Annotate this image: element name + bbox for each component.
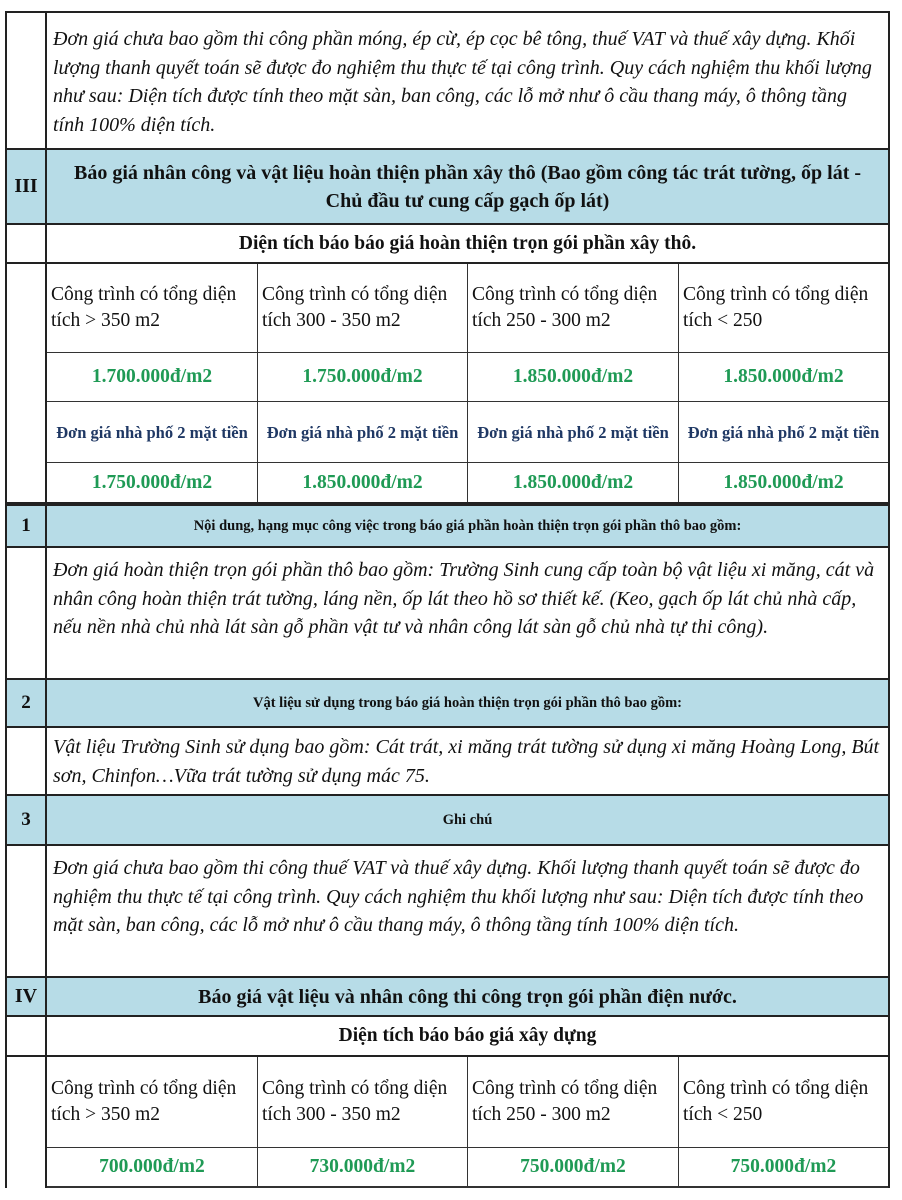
item-1-body — [5, 548, 890, 680]
row-index-empty — [7, 728, 47, 794]
category-cell: Công trình có tổng diện tích 250 - 300 m2 — [468, 1057, 679, 1147]
category-cell: Công trình có tổng diện tích 300 - 350 m2 — [258, 264, 468, 352]
item-3-index: 3 — [7, 796, 47, 844]
row-index-empty — [7, 225, 47, 262]
section-iii-header — [5, 150, 890, 225]
item-3-text: Đơn giá chưa bao gồm thi công thuế VAT và thuế xây dựng. Khối lượng thanh quyết toán sẽ được đo nghiệm thu thực tế tại công trình. Quy cách nghiệm thu khối lượng như sau: Diện tích được tính theo mặt sàn, ban công, các lỗ mở như ô cầu thang máy, ô thông tầng tính 100% diện tích. — [53, 857, 864, 936]
section-iii-index: III — [7, 150, 47, 223]
category-cell: Công trình có tổng diện tích > 350 m2 — [47, 1057, 258, 1147]
item-1-text: Đơn giá hoàn thiện trọn gói phần thô bao gồm: Trường Sinh cung cấp toàn bộ vật liệu xi măng, cát và nhân công hoàn thiện trát tường, láng nền, ốp lát theo hồ sơ thiết kế. (Keo, gạch ốp lát chủ nhà cấp, nếu nền nhà chủ nhà lát sàn gỗ phần vật tư và nhân công lát sàn gỗ chủ nhà tự thi công). — [53, 559, 875, 638]
section-iv-subheading-row — [5, 1017, 890, 1057]
category-cell: Công trình có tổng diện tích 250 - 300 m2 — [468, 264, 679, 352]
top-note-row — [5, 11, 890, 150]
item-2-title: Vật liệu sử dụng trong báo giá hoàn thiện trọn gói phần thô bao gồm: — [252, 694, 683, 711]
two-front-price-row — [47, 463, 888, 502]
price-cell: 730.000đ/m2 — [258, 1148, 468, 1186]
price-row — [47, 1148, 888, 1186]
price-cell: 1.850.000đ/m2 — [723, 366, 844, 387]
item-2-body — [5, 728, 890, 796]
top-note-text: Đơn giá chưa bao gồm thi công phần móng, ép cừ, ép cọc bê tông, thuế VAT và thuế xây dựng. Khối lượng thanh quyết toán sẽ được đo nghiệm thu thực tế tại công trình. Quy cách nghiệm thu khối lượng như sau: Diện tích được tính theo mặt sàn, ban công, các lỗ mở như ô cầu thang máy, ô thông tầng tính 100% diện tích. — [53, 28, 872, 136]
item-2-index: 2 — [7, 680, 47, 726]
price-cell: 1.850.000đ/m2 — [723, 471, 844, 493]
row-index-empty — [7, 1017, 47, 1055]
item-2-text: Vật liệu Trường Sinh sử dụng bao gồm: Cát trát, xi măng trát tường sử dụng xi măng Hoàng Long, Bút sơn, Chinfon…Vữa trát tường sử dụng mác 75. — [53, 736, 880, 787]
two-front-label: Đơn giá nhà phố 2 mặt tiền — [687, 422, 880, 442]
price-cell: 1.850.000đ/m2 — [468, 353, 679, 401]
two-front-label: Đơn giá nhà phố 2 mặt tiền — [47, 402, 258, 462]
price-cell: 750.000đ/m2 — [730, 1156, 837, 1177]
section-iv-title: Báo giá vật liệu và nhân công thi công trọn gói phần điện nước. — [198, 985, 737, 1008]
category-cell: Công trình có tổng diện tích < 250 — [683, 284, 869, 331]
two-front-label-row — [47, 402, 888, 463]
section-iii-title: Báo giá nhân công và vật liệu hoàn thiện phần xây thô (Bao gồm công tác trát tường, ốp lát - Chủ đầu tư cung cấp gạch ốp lát) — [73, 161, 862, 212]
price-cell: 1.700.000đ/m2 — [47, 353, 258, 401]
row-index-empty — [7, 548, 47, 678]
price-cell: 750.000đ/m2 — [468, 1148, 679, 1186]
section-iv-header — [5, 978, 890, 1017]
category-cell: Công trình có tổng diện tích > 350 m2 — [47, 264, 258, 352]
item-3-body — [5, 846, 890, 978]
row-index-empty — [7, 846, 47, 976]
section-iii-subheading: Diện tích báo báo giá hoàn thiện trọn gói phần xây thô. — [238, 232, 697, 254]
price-cell: 1.850.000đ/m2 — [468, 463, 679, 502]
item-1-title: Nội dung, hạng mục công việc trong báo giá phần hoàn thiện trọn gói phần thô bao gồm: — [193, 517, 742, 534]
row-index-empty — [7, 1057, 47, 1188]
category-row — [47, 264, 888, 353]
row-index-empty — [7, 13, 47, 148]
price-cell: 1.850.000đ/m2 — [258, 463, 468, 502]
row-index-empty — [7, 264, 47, 502]
category-row — [47, 1057, 888, 1148]
section-iv-subheading: Diện tích báo báo giá xây dựng — [338, 1025, 597, 1046]
two-front-label: Đơn giá nhà phố 2 mặt tiền — [468, 402, 679, 462]
price-cell: 1.750.000đ/m2 — [47, 463, 258, 502]
category-cell: Công trình có tổng diện tích < 250 — [683, 1078, 869, 1125]
category-cell: Công trình có tổng diện tích 300 - 350 m2 — [258, 1057, 468, 1147]
two-front-label: Đơn giá nhà phố 2 mặt tiền — [258, 402, 468, 462]
price-row — [47, 353, 888, 402]
item-1-index: 1 — [7, 506, 47, 546]
item-3-title: Ghi chú — [442, 811, 493, 828]
section-iv-index: IV — [7, 978, 47, 1015]
item-3-header — [5, 796, 890, 846]
price-table — [5, 11, 890, 1188]
section-iii-subheading-row — [5, 225, 890, 264]
price-cell: 1.750.000đ/m2 — [258, 353, 468, 401]
item-1-header — [5, 504, 890, 548]
section-iv-price-grid — [5, 1057, 890, 1188]
item-2-header — [5, 680, 890, 728]
section-iii-price-grid — [5, 264, 890, 504]
price-cell: 700.000đ/m2 — [47, 1148, 258, 1186]
